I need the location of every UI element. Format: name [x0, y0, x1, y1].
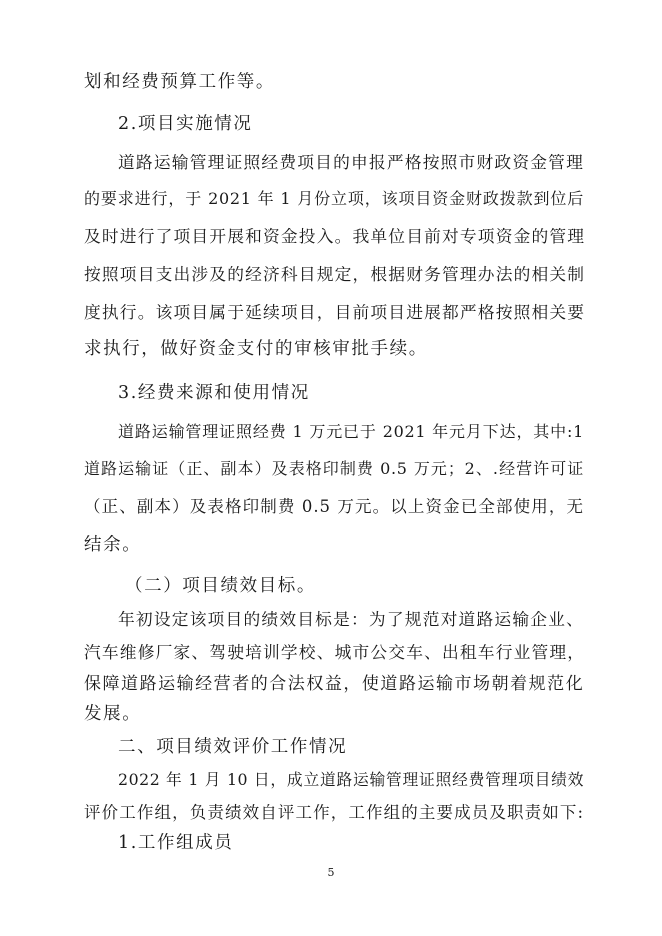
paragraph-line: 发展。 — [84, 704, 142, 724]
paragraph-line: 道路运输管理证照经费项目的申报严格按照市财政资金管理 — [118, 152, 584, 172]
paragraph-line: 道路运输证（正、副本）及表格印制费 0.5 万元；2、.经营许可证 — [84, 459, 584, 478]
paragraph-line: 的要求进行，于 2021 年 1 月份立项，该项目资金财政拨款到位后 — [84, 189, 584, 208]
section-heading: 二、项目绩效评价工作情况 — [118, 737, 348, 757]
paragraph-line: 度执行。该项目属于延续项目，目前项目进展都严格按照相关要 — [84, 302, 586, 322]
paragraph-line: 2022 年 1 月 10 日，成立道路运输管理证照经费管理项目绩效 — [118, 770, 584, 789]
paragraph-line: 按照项目支出涉及的经济科目规定，根据财务管理办法的相关制 — [84, 264, 586, 284]
paragraph-line: 汽车维修厂家、驾驶培训学校、城市公交车、出租车行业管理， — [84, 642, 586, 662]
section-heading: 2.项目实施情况 — [118, 114, 253, 134]
paragraph-line: 划和经费预算工作等。 — [84, 72, 275, 92]
paragraph-line: 保障道路运输经营者的合法权益，使道路运输市场朝着规范化 — [84, 674, 584, 694]
paragraph-line: 及时进行了项目开展和资金投入。我单位目前对专项资金的管理 — [84, 226, 586, 246]
paragraph-line: 年初设定该项目的绩效目标是：为了规范对道路运输企业、 — [118, 609, 584, 629]
paragraph-line: 求执行，做好资金支付的审核审批手续。 — [84, 339, 428, 359]
section-heading: （二）项目绩效目标。 — [125, 576, 316, 596]
page-number: 5 — [327, 866, 335, 879]
paragraph-line: 评价工作组，负责绩效自评工作，工作组的主要成员及职责如下: — [84, 803, 584, 822]
paragraph-line: 道路运输管理证照经费 1 万元已于 2021 年元月下达，其中:1 — [118, 422, 584, 441]
paragraph-line: （正、副本）及表格印制费 0.5 万元。以上资金已全部使用，无 — [84, 497, 584, 516]
paragraph-line: 结余。 — [84, 535, 142, 555]
section-heading: 3.经费来源和使用情况 — [118, 383, 310, 403]
section-heading: 1.工作组成员 — [118, 833, 234, 853]
